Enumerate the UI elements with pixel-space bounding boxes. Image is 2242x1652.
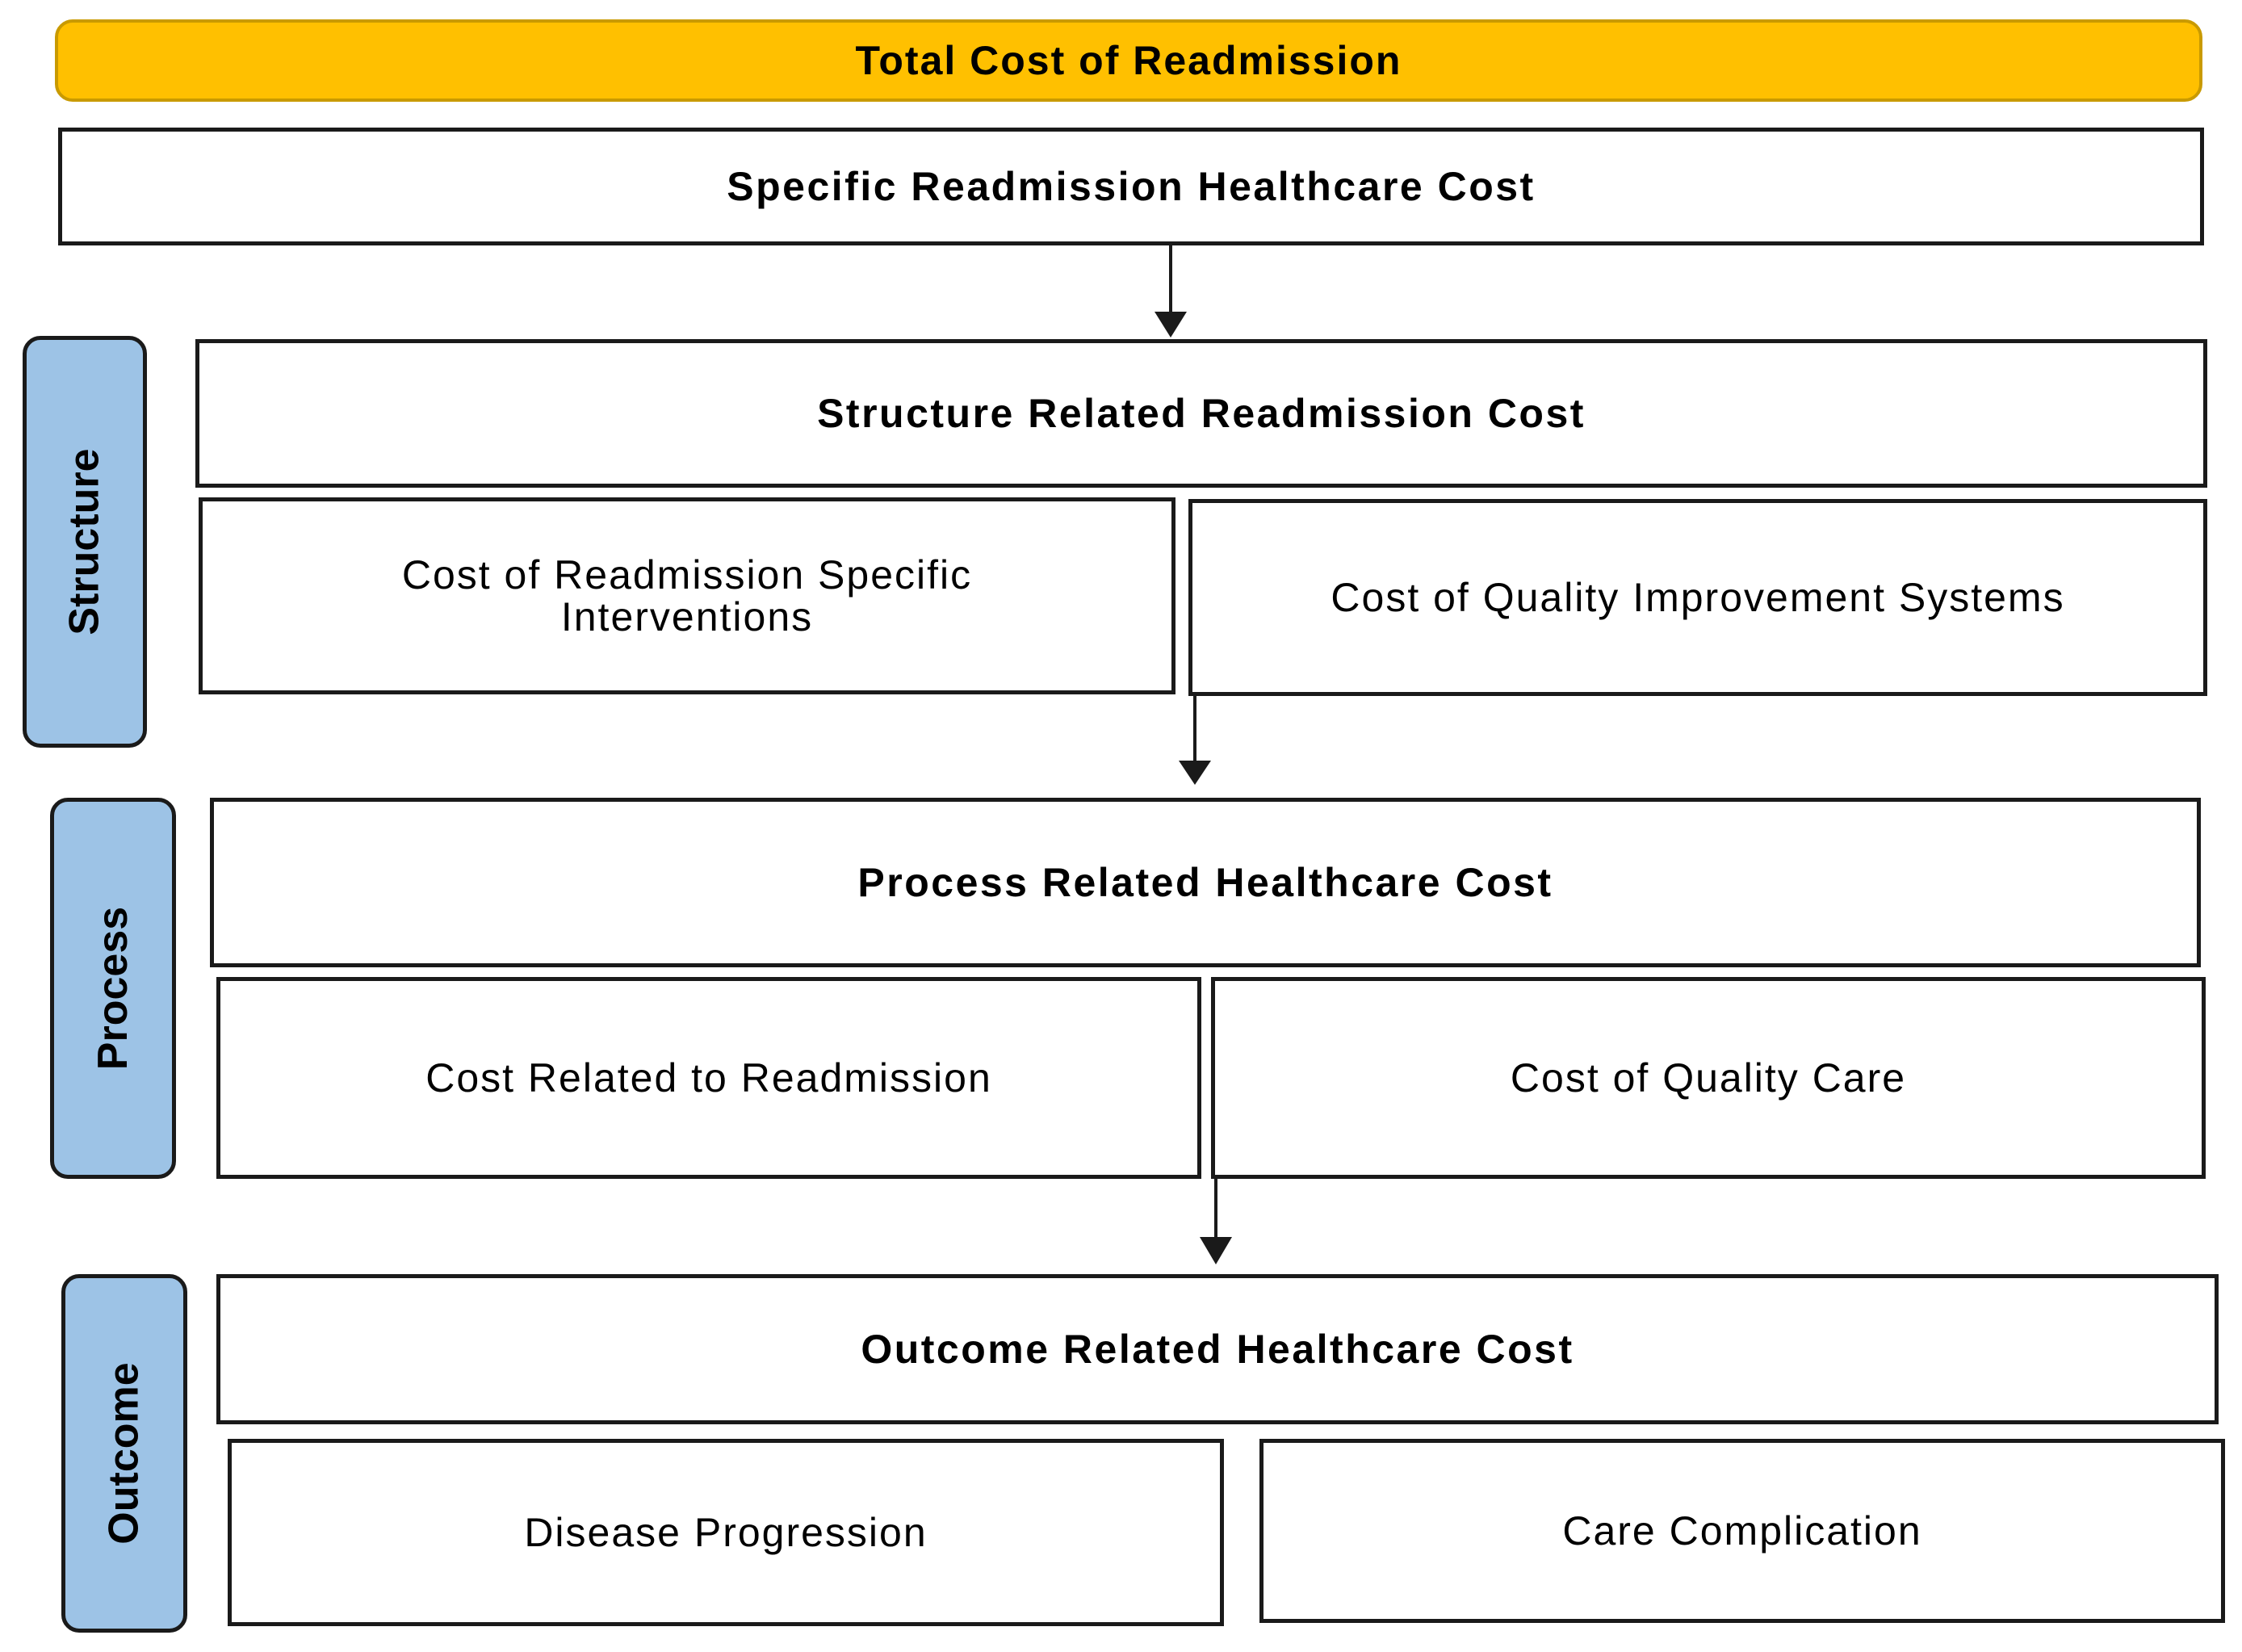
outcome-right-text: Care Complication (1562, 1507, 1922, 1553)
stage-label-process-text: Process (90, 906, 136, 1071)
title-text: Total Cost of Readmission (855, 38, 1402, 83)
stage-label-structure-text: Structure (61, 448, 108, 635)
outcome-left-text: Disease Progression (524, 1509, 928, 1555)
process-header-text: Process Related Healthcare Cost (857, 860, 1553, 905)
stage-label-outcome-text: Outcome (101, 1362, 148, 1545)
specific-cost-text: Specific Readmission Healthcare Cost (727, 164, 1536, 209)
structure-left-text: Cost of Readmission Specific Interventions (401, 551, 973, 639)
process-left-text: Cost Related to Readmission (425, 1055, 992, 1101)
arrow-specific-to-structure (1155, 245, 1187, 338)
outcome-header-text: Outcome Related Healthcare Cost (861, 1327, 1574, 1372)
arrow-structure-to-process (1179, 696, 1211, 785)
structure-header-text: Structure Related Readmission Cost (817, 391, 1586, 436)
process-right-text: Cost of Quality Care (1510, 1055, 1907, 1101)
arrow-process-to-outcome (1200, 1179, 1232, 1264)
structure-right-text: Cost of Quality Improvement Systems (1331, 574, 2065, 620)
